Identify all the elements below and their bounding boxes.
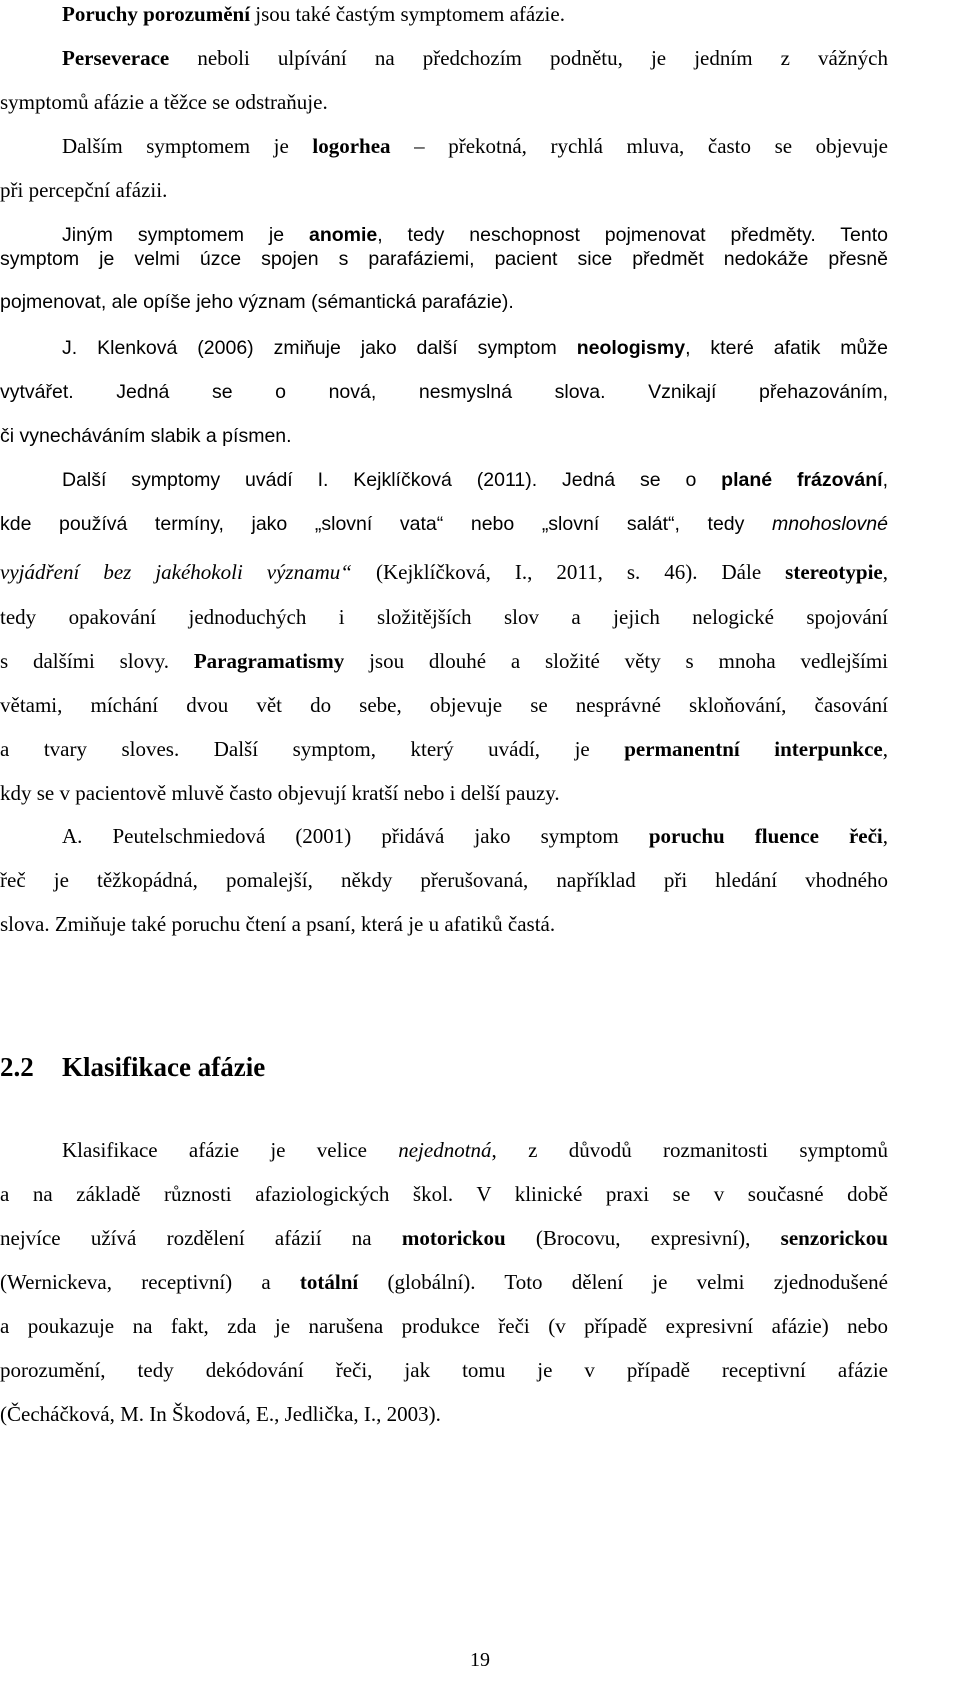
text-segment: pojmenovat, ale opíše jeho význam (sémantická parafázie). — [0, 291, 514, 313]
bold-term: logorhea — [312, 134, 391, 158]
text-line — [62, 822, 888, 850]
text-segment: porozumění, tedy dekódování řeči, jak tomu je v případě receptivní afázie — [0, 1358, 888, 1382]
text-line — [0, 1312, 888, 1340]
text-line — [62, 44, 888, 72]
text-segment: větami, míchání dvou vět do sebe, objevuje se nesprávné skloňování, časování — [0, 693, 888, 717]
text-line — [0, 1268, 888, 1296]
bold-term: plané frázování — [721, 469, 883, 491]
text-line — [0, 910, 888, 938]
text-segment: při percepční afázii. — [0, 178, 168, 202]
section-heading — [0, 1049, 265, 1085]
text-segment: vytvářet. Jedná se o nová, nesmyslná slova. Vznikají přehazováním, — [0, 381, 888, 403]
text-line — [0, 378, 888, 406]
text-line — [62, 334, 888, 362]
text-line — [0, 422, 888, 450]
text-segment: a tvary sloves. Další symptom, který uvádí, je — [0, 737, 625, 761]
text-segment: Další symptomy uvádí I. Kejklíčková (2011). Jedná se o — [62, 469, 722, 491]
text-segment: Dalším symptomem je — [62, 134, 313, 158]
text-segment: slova. Zmiňuje také poruchu čtení a psaní, která je u afatiků častá. — [0, 912, 556, 936]
text-segment: a na základě různosti afaziologických škol. V klinické praxi se v současné době — [0, 1182, 888, 1206]
text-segment: symptomů afázie a těžce se odstraňuje. — [0, 90, 328, 114]
text-segment: (Kejklíčková, I., 2011, s. 46). Dále — [351, 560, 786, 584]
bold-term: senzorickou — [780, 1226, 888, 1250]
text-line — [0, 779, 888, 807]
text-segment: , z důvodů rozmanitosti symptomů — [491, 1138, 888, 1162]
text-line — [0, 735, 888, 763]
text-segment: nejvíce užívá rozdělení afázií na — [0, 1226, 402, 1250]
text-segment: (Čecháčková, M. In Škodová, E., Jedlička, I., 2003). — [0, 1402, 441, 1426]
section-number: 2.2 — [0, 1052, 34, 1082]
text-line — [0, 866, 888, 894]
italic-text: vyjádření bez jakéhokoli významu“ — [0, 560, 352, 584]
bold-term: Perseverace — [62, 46, 170, 70]
text-line — [0, 1224, 888, 1252]
bold-term: Paragramatismy — [193, 649, 345, 673]
italic-text: nejednotná — [398, 1138, 492, 1162]
text-segment: J. Klenková (2006) zmiňuje jako další symptom — [62, 337, 577, 359]
bold-term: motorickou — [401, 1226, 506, 1250]
section-title: Klasifikace afázie — [62, 1052, 266, 1082]
text-line — [0, 176, 888, 204]
bold-term: anomie — [308, 224, 378, 246]
bold-term: totální — [299, 1270, 359, 1294]
bold-term: poruchu fluence řeči — [648, 824, 883, 848]
text-segment: tedy opakování jednoduchých i složitějších slov a jejich nelogické spojování — [0, 605, 888, 629]
text-segment: symptom je velmi úzce spojen s parafáziemi, pacient sice předmět nedokáže přesně — [0, 248, 888, 270]
text-segment: (Brocovu, expresivní), — [505, 1226, 781, 1250]
text-segment: – překotná, rychlá mluva, často se objevuje — [390, 134, 888, 158]
text-line — [0, 1400, 888, 1428]
text-line — [0, 558, 888, 586]
text-segment: , — [882, 560, 888, 584]
text-segment: , — [882, 469, 888, 491]
bold-term: permanentní interpunkce — [624, 737, 883, 761]
text-line — [0, 288, 888, 316]
text-segment: neboli ulpívání na předchozím podnětu, je jedním z vážných — [169, 46, 888, 70]
text-segment: , — [882, 737, 888, 761]
text-segment: jsou také častým symptomem afázie. — [250, 2, 565, 26]
text-segment: Klasifikace afázie je velice — [62, 1138, 399, 1162]
text-line — [0, 245, 888, 273]
text-line — [0, 510, 888, 538]
text-line — [0, 1356, 888, 1384]
text-segment: A. Peutelschmiedová (2001) přidává jako symptom — [62, 824, 649, 848]
text-segment: s dalšími slovy. — [0, 649, 194, 673]
text-segment: kde používá termíny, jako „slovní vata“ nebo „slovní salát“, tedy — [0, 513, 772, 535]
bold-term: Poruchy porozumění — [62, 2, 251, 26]
text-segment: či vynecháváním slabik a písmen. — [0, 425, 292, 447]
text-line — [62, 132, 888, 160]
text-line — [0, 1180, 888, 1208]
text-line — [62, 466, 888, 494]
text-line — [0, 88, 888, 116]
italic-text: mnohoslovné — [772, 513, 888, 535]
text-segment: kdy se v pacientově mluvě často objevují kratší nebo i delší pauzy. — [0, 781, 560, 805]
text-segment: (Wernickeva, receptivní) a — [0, 1270, 300, 1294]
text-segment: a poukazuje na fakt, zda je narušena produkce řeči (v případě expresivní afázie) nebo — [0, 1314, 888, 1338]
text-segment: Jiným symptomem je — [62, 224, 309, 246]
text-line — [0, 603, 888, 631]
bold-term: stereotypie — [785, 560, 883, 584]
bold-term: neologismy — [576, 337, 686, 359]
text-segment: (globální). Toto dělení je velmi zjednodušené — [358, 1270, 888, 1294]
page-number: 19 — [470, 1649, 490, 1671]
text-line — [0, 647, 888, 675]
text-segment: , tedy neschopnost pojmenovat předměty. Tento — [377, 224, 888, 246]
text-line — [62, 0, 888, 28]
text-segment: řeč je těžkopádná, pomalejší, někdy přerušovaná, například při hledání vhodného — [0, 868, 888, 892]
text-line — [62, 1136, 888, 1164]
text-segment: jsou dlouhé a složité věty s mnoha vedlejšími — [344, 649, 888, 673]
text-line — [0, 691, 888, 719]
text-segment: , — [882, 824, 888, 848]
text-segment: , které afatik může — [685, 337, 888, 359]
